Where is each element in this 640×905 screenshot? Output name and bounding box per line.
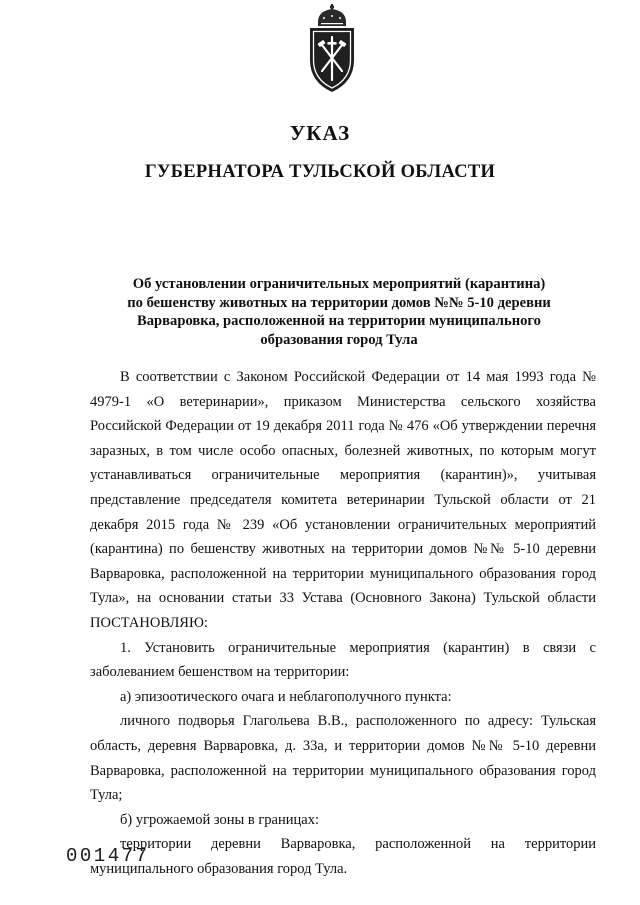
clause-1a-heading: а) эпизоотического очага и неблагополучного пункта: — [120, 688, 452, 705]
subject-line: Об установлении ограничительных мероприятий (карантина) — [132, 276, 546, 292]
subject-line: образования город Тула — [260, 331, 418, 348]
issuer-title: ГУБЕРНАТОРА ТУЛЬСКОЙ ОБЛАСТИ — [144, 162, 496, 182]
decree-body — [90, 365, 596, 881]
subject-line: Варваровка, расположенной на территории муниципального — [137, 313, 541, 329]
clause-1b-text: территории деревни Варваровка, расположенной на территории муниципального образования город Тула. — [90, 836, 596, 877]
subject-line: по бешенству животных на территории домов №№ 5-10 деревни — [127, 294, 551, 311]
clause-1b-heading: б) угрожаемой зоны в границах: — [120, 811, 319, 828]
tula-region-coat-of-arms-icon — [304, 4, 360, 94]
clause-1a-text: личного подворья Глагольева В.В., расположенного по адресу: Тульская область, деревня Варваровка, д. 33а, и территории домов №№ 5-10 деревни Варваровка, расположенной на территории муниципального образования город Тула; — [90, 713, 596, 804]
decree-subject — [108, 275, 570, 349]
clause-1-paragraph: 1. Установить ограничительные мероприятия (карантин) в связи с заболеванием бешенством на территории: — [90, 639, 596, 681]
decree-label: УКАЗ — [289, 121, 351, 145]
preamble-paragraph: В соответствии с Законом Российской Федерации от 14 мая 1993 года № 4979-1 «О ветеринарии», приказом Министерства сельского хозяйства Российской Федерации от 19 декабря 2011 года № 476 «Об утверждении перечня заразных, в том числе особо опасных, болезней животных, по которым могут устанавливаться ограничительные мероприятия (карантин)», учитывая представление председателя комитета ветеринарии Тульской области от 21 декабря 2015 года № 239 «Об установлении ограничительных мероприятий (карантина) по бешенству животных на территории домов №№ 5-10 деревни Варваровка, расположенной на территории муниципального образования город Тула», на основании статьи 33 Устава (Основного Закона) Тульской области ПОСТАНОВЛЯЮ: — [90, 369, 596, 631]
document-serial-number: 001477 — [66, 845, 150, 867]
